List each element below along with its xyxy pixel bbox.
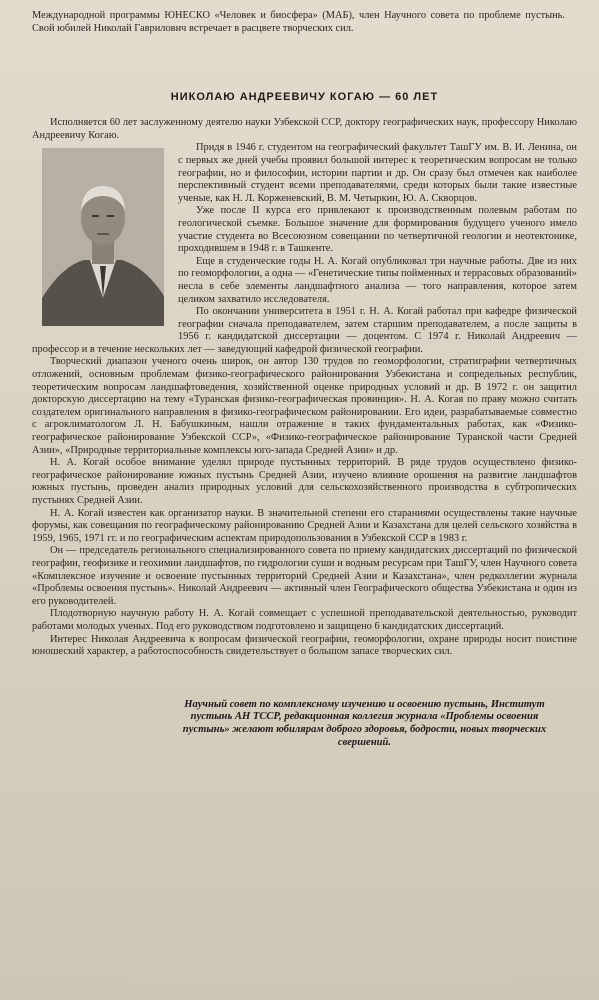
- article-paragraph: Он — председатель регионального специализированного совета по приему кандидатских диссертаций по физической географии, геофизике и геохимии ландшафтов, по гидрологии суши и водным ресурсам при ТашГУ, член Научного совета «Комплексное изучение и освоение пустынных территорий Средней Азии и Казахстана», член редколлегии журнала «Проблемы освоения пустынь». Николай Андреевич — активный член Географического общества Узбекистана и один из его руководителей.: [32, 545, 577, 607]
- congratulation-signature: Научный совет по комплексному изучению и освоению пустынь, Институт пустынь АН ТССР, редакционная коллегия журнала «Проблемы освоения пустынь» желают юбилярам доброго здоровья, бодрости, новых творческих свершений.: [182, 698, 547, 748]
- portrait-photo: [42, 148, 164, 326]
- article-paragraph: Плодотворную научную работу Н. А. Когай совмещает с успешной преподавательской деятельностью, руководит работами молодых ученых. Под его руководством подготовлено и защищено 6 кандидатских диссертаций.: [32, 608, 577, 632]
- article-paragraph: Н. А. Когай особое внимание уделял природе пустынных территорий. В ряде трудов осуществлено физико-географическое районирование южных пустынь Средней Азии, изучено влияние орошения на развитие ландшафтов южных пустынь, проведен анализ природных условий для сельскохозяйственного производства в субтропических пустынях Средней Азии.: [32, 457, 577, 506]
- article-paragraph: Н. А. Когай известен как организатор науки. В значительной степени его стараниями осуществлены такие научные форумы, как совещания по географическому районированию Средней Азии и Казахстана для целей сельского хозяйства в 1959, 1965, 1971 гг. и по географическим аспектам природопользования в Узбекской ССР в 1983 г.: [32, 507, 577, 544]
- article-paragraph: Придя в 1946 г. студентом на географический факультет ТашГУ им. В. И. Ленина, он с первых же дней учебы проявил большой интерес к теоретическим вопросам не только географии, но и философии, истории партии и др. Он сразу был отмечен как наиболее перспективный студент всеми преподавателями, среди которых были такие известные ученые, как Н. Л. Корженевский, В. М. Четыркин, Ю. А. Скворцов.: [178, 142, 577, 204]
- article-paragraph: Еще в студенческие годы Н. А. Когай опубликовал три научные работы. Две из них по геоморфологии, а одна — «Генетические типы пойменных и террасовых образований» несла в себе элементы ландшафтного анализа — того направления, которое затем целиком захватило исследователя.: [178, 255, 578, 305]
- article-paragraph: Интерес Николая Андреевича к вопросам физической географии, геоморфологии, охране природы носит поистине юношеский характер, а работоспособность свидетельствует о большом запасе творческих сил.: [32, 633, 577, 658]
- article-intro: Исполняется 60 лет заслуженному деятелю науки Узбекской ССР, доктору географических наук, профессору Николаю Андреевичу Когаю.: [32, 117, 577, 141]
- portrait-illustration: [42, 148, 164, 326]
- article-paragraph: Творческий диапазон ученого очень широк, он автор 130 трудов по геоморфологии, стратиграфии четвертичных отложений, основным проблемам физико-географического районирования Узбекистана и сопредельных республик, теоретическим вопросам ландшафтоведения, хозяйственной оценке природных условий и др. В 1972 г. он защитил докторскую диссертацию на тему «Туранская физико-географическая провинция». Н. А. Когая по праву можно считать создателем оригинального направления в физико-географическом районировании. Его идеи, разрабатываемые совместно с агроклиматологом Л. Н. Бабушкиным, нашли отражение в таких фундаментальных работах, как «Физико-географическое районирование Узбекской ССР», «Физико-географическое районирование Туранской части Средней Азии», «Природные территориальные комплексы юго-запада Средней Азии» и др.: [32, 356, 577, 456]
- article-paragraph: По окончании университета в 1951 г. Н. А. Когай работал при кафедре физической географии сначала преподавателем, затем старшим преподавателем, а после защиты в 1956 г. кандидатской диссертации — доцентом. С 1974 г. Николай Андреевич — профессор и в течение нескольких лет — заведующий кафедрой физической географии.: [32, 306, 577, 355]
- article-paragraph: Уже после II курса его привлекают к производственным полевым работам по геологической съемке. Большое значение для формирования будущего ученого имело участие студента во Всесоюзном совещании по четвертичной геологии и неотектонике, проходившем в 1948 г. в Ташкенте.: [178, 205, 577, 255]
- article-title: НИКОЛАЮ АНДРЕЕВИЧУ КОГАЮ — 60 ЛЕТ: [170, 91, 439, 104]
- previous-article-ending: Международной программы ЮНЕСКО «Человек и биосфера» (МАБ), член Научного совета по проблеме пустынь. Свой юбилей Николай Гаврилович встречает в расцвете творческих сил.: [32, 10, 565, 34]
